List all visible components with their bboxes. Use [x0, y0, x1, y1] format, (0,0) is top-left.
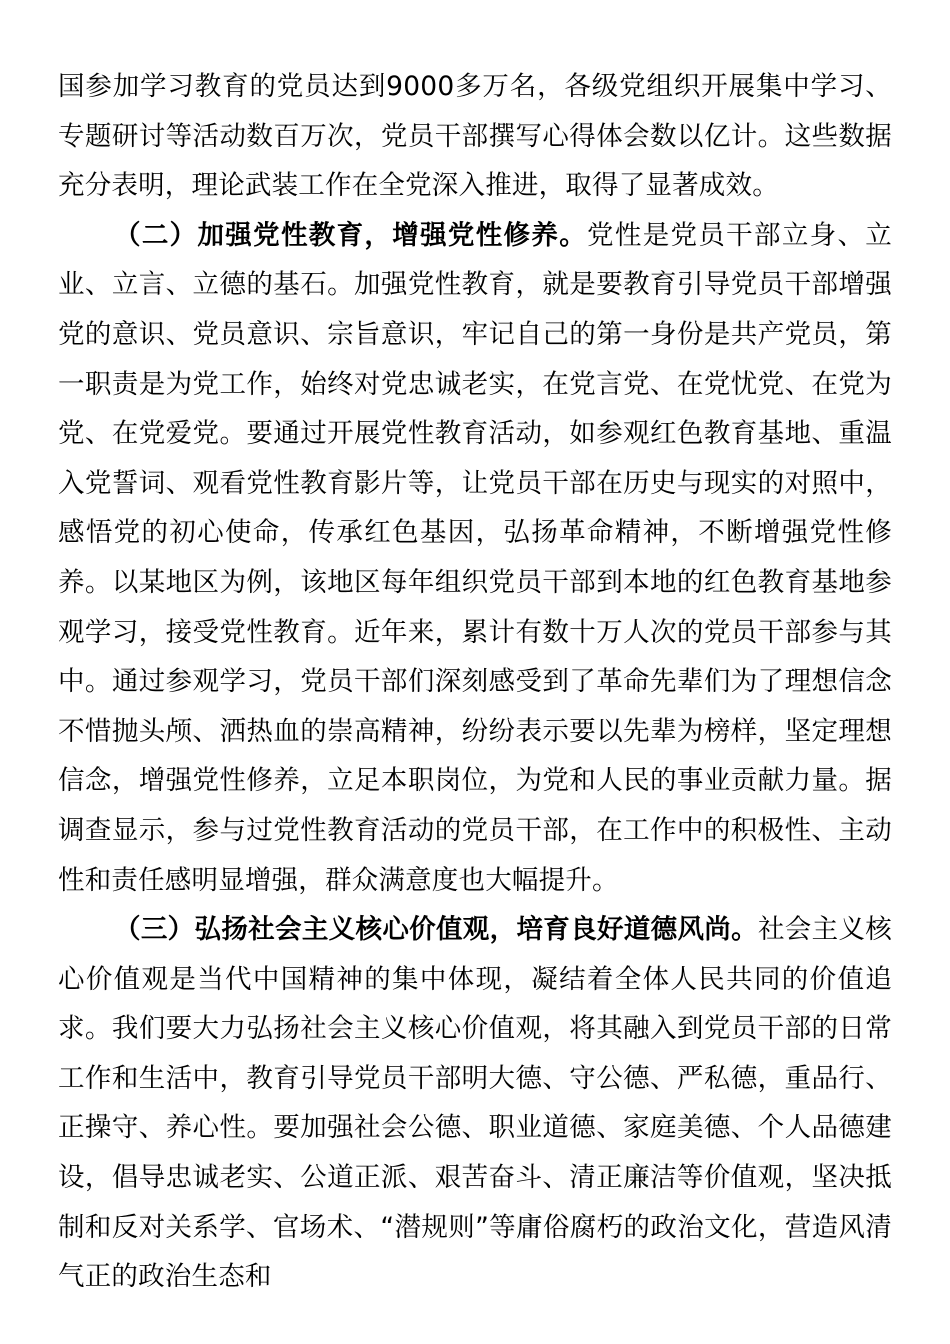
- paragraph-2-heading: （二）加强党性教育，增强党性修养。: [114, 219, 588, 251]
- paragraph-1-text: 国参加学习教育的党员达到9000多万名，各级党组织开展集中学习、专题研讨等活动数百万次，党员干部撰写心得体会数以亿计。这些数据充分表明，理论武装工作在全党深入推进，取得了显著成效。: [58, 71, 892, 202]
- paragraph-2-text: 党性是党员干部立身、立业、立言、立德的基石。加强党性教育，就是要教育引导党员干部增强党的意识、党员意识、宗旨意识，牢记自己的第一身份是共产党员，第一职责是为党工作，始终对党忠诚老实，在党言党、在党忧党、在党为党、在党爱党。要通过开展党性教育活动，如参观红色教育基地、重温入党誓词、观看党性教育影片等，让党员干部在历史与现实的对照中，感悟党的初心使命，传承红色基因，弘扬革命精神，不断增强党性修养。以某地区为例，该地区每年组织党员干部到本地的红色教育基地参观学习，接受党性教育。近年来，累计有数十万人次的党员干部参与其中。通过参观学习，党员干部们深刻感受到了革命先辈们为了理想信念不惜抛头颅、洒热血的崇高精神，纷纷表示要以先辈为榜样，坚定理想信念，增强党性修养，立足本职岗位，为党和人民的事业贡献力量。据调查显示，参与过党性教育活动的党员干部，在工作中的积极性、主动性和责任感明显增强，群众满意度也大幅提升。: [58, 219, 893, 896]
- paragraph-1: [58, 62, 892, 211]
- paragraph-2: [58, 211, 892, 905]
- paragraph-3-heading: （三）弘扬社会主义核心价值观，培育良好道德风尚。: [114, 914, 758, 946]
- paragraph-3: [58, 905, 892, 1302]
- paragraph-3-text: 社会主义核心价值观是当代中国精神的集中体现，凝结着全体人民共同的价值追求。我们要大力弘扬社会主义核心价值观，将其融入到党员干部的日常工作和生活中，教育引导党员干部明大德、守公德、严私德，重品行、正操守、养心性。要加强社会公德、职业道德、家庭美德、个人品德建设，倡导忠诚老实、公道正派、艰苦奋斗、清正廉洁等价值观，坚决抵制和反对关系学、官场术、“潜规则”等庸俗腐朽的政治文化，营造风清气正的政治生态和: [58, 914, 892, 1293]
- document-page: [58, 62, 892, 1302]
